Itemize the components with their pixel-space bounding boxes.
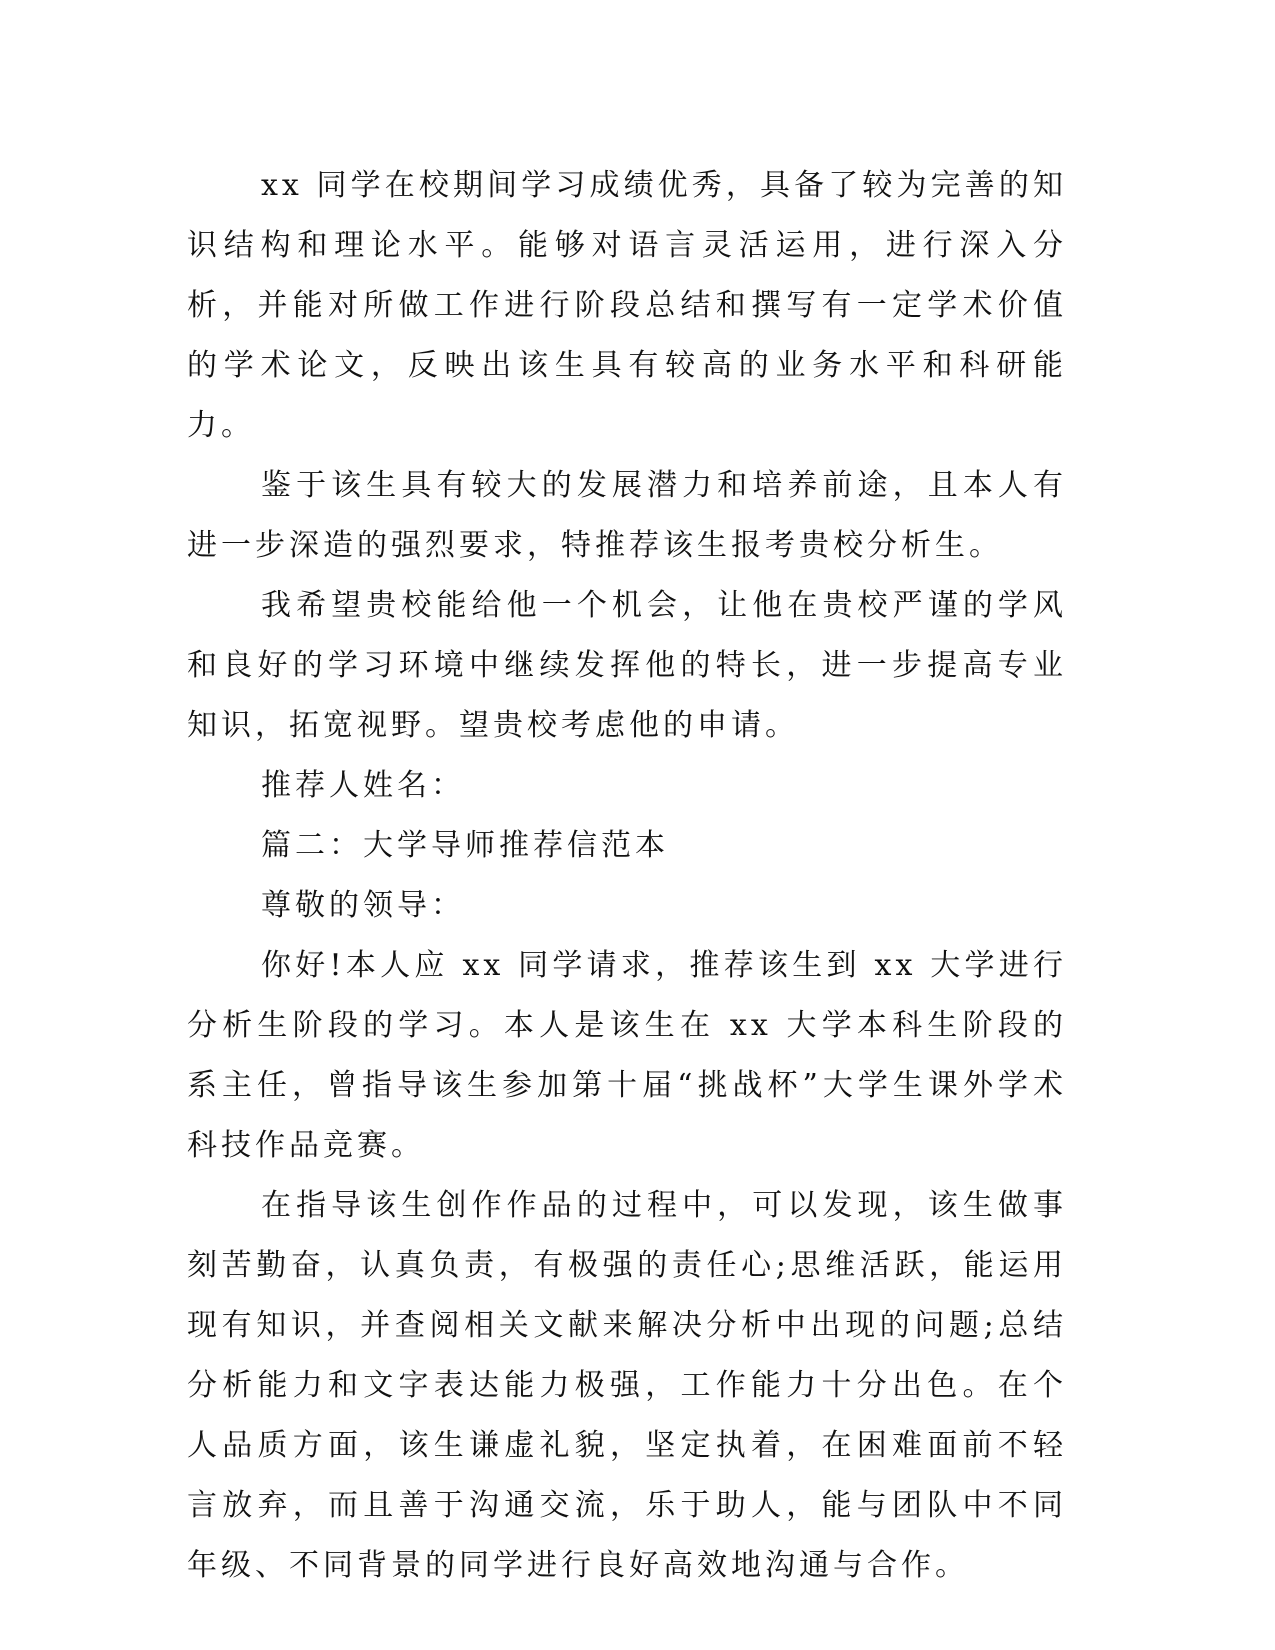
- section-heading: 篇二：大学导师推荐信范本: [261, 828, 669, 863]
- document-body: [187, 156, 1067, 1596]
- paragraph-recommendation-reason: 鉴于该生具有较大的发展潜力和培养前途，且本人有进一步深造的强烈要求，特推荐该生报考贵校分析生。: [187, 468, 1067, 563]
- paragraph-request: 我希望贵校能给他一个机会，让他在贵校严谨的学风和良好的学习环境中继续发挥他的特长，进一步提高专业知识，拓宽视野。望贵校考虑他的申请。: [187, 588, 1067, 743]
- recommender-name-label: 推荐人姓名：: [261, 768, 465, 803]
- paragraph-academic-performance: xx 同学在校期间学习成绩优秀，具备了较为完善的知识结构和理论水平。能够对语言灵活运用，进行深入分析，并能对所做工作进行阶段总结和撰写有一定学术价值的学术论文，反映出该生具有较高的业务水平和科研能力。: [187, 168, 1067, 443]
- salutation: 尊敬的领导：: [261, 888, 465, 923]
- paragraph-evaluation: 在指导该生创作作品的过程中，可以发现，该生做事刻苦勤奋，认真负责，有极强的责任心;思维活跃，能运用现有知识，并查阅相关文献来解决分析中出现的问题;总结分析能力和文字表达能力极强，工作能力十分出色。在个人品质方面，该生谦虚礼貌，坚定执着，在困难面前不轻言放弃，而且善于沟通交流，乐于助人，能与团队中不同年级、不同背景的同学进行良好高效地沟通与合作。: [187, 1188, 1067, 1583]
- paragraph-introduction: 你好!本人应 xx 同学请求，推荐该生到 xx 大学进行分析生阶段的学习。本人是该生在 xx 大学本科生阶段的系主任，曾指导该生参加第十届“挑战杯”大学生课外学术科技作品竞赛。: [187, 948, 1067, 1163]
